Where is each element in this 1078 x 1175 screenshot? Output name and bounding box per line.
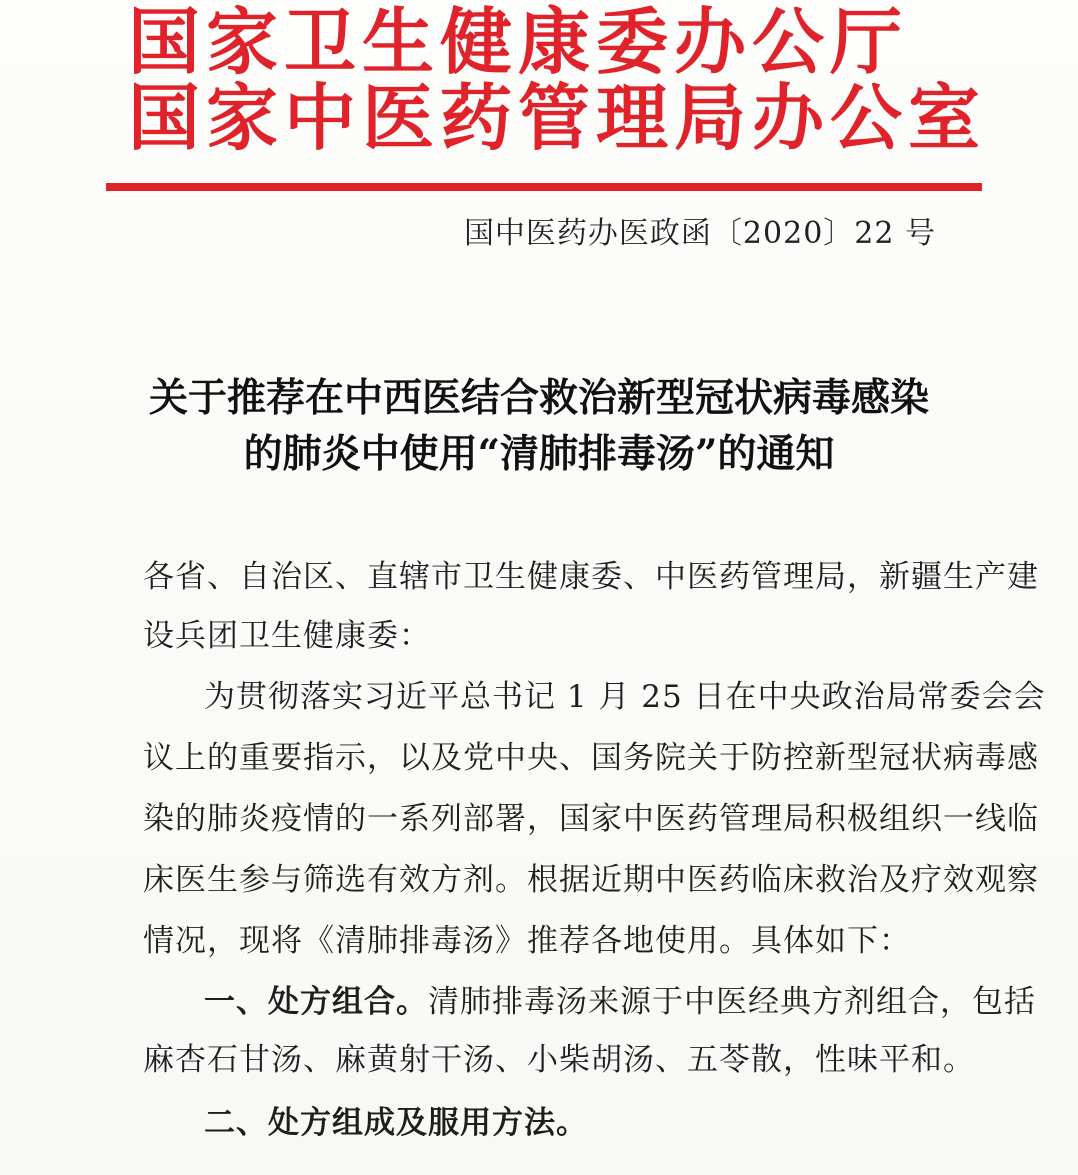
paragraph-line: 染的肺炎疫情的一系列部署，国家中医药管理局积极组织一线临 <box>143 801 1039 837</box>
addressee-line-2: 设兵团卫生健康委： <box>143 618 431 654</box>
document-title-line-1: 关于推荐在中西医结合救治新型冠状病毒感染 <box>148 375 929 421</box>
section-1-text: 清肺排毒汤来源于中医经典方剂组合，包括 <box>428 984 1036 1020</box>
section-1-line-1 <box>204 972 1036 1032</box>
paragraph-line: 议上的重要指示，以及党中央、国务院关于防控新型冠状病毒感 <box>143 740 1039 776</box>
addressee-line-1: 各省、自治区、直辖市卫生健康委、中医药管理局，新疆生产建 <box>143 559 1039 595</box>
paragraph-line: 床医生参与筛选有效方剂。根据近期中医药临床救治及疗效观察 <box>143 862 1039 898</box>
paragraph-line: 为贯彻落实习近平总书记 1 月 25 日在中央政治局常委会会 <box>204 679 1046 715</box>
issuer-header-line-1: 国家卫生健康委办公厅 <box>128 0 909 84</box>
section-1-heading: 一、处方组合。 <box>204 984 428 1020</box>
document-title-line-2: 的肺炎中使用“清肺排毒汤”的通知 <box>243 431 835 477</box>
section-2-heading: 二、处方组成及服用方法。 <box>204 1105 588 1141</box>
paragraph-line: 情况，现将《清肺排毒汤》推荐各地使用。具体如下： <box>143 923 911 959</box>
section-1-line-2: 麻杏石甘汤、麻黄射干汤、小柴胡汤、五苓散，性味平和。 <box>143 1042 975 1078</box>
red-header-rule <box>106 183 982 191</box>
document-number: 国中医药办医政函〔2020〕22 号 <box>463 216 936 251</box>
issuer-header-line-2: 国家中医药管理局办公室 <box>128 76 987 160</box>
